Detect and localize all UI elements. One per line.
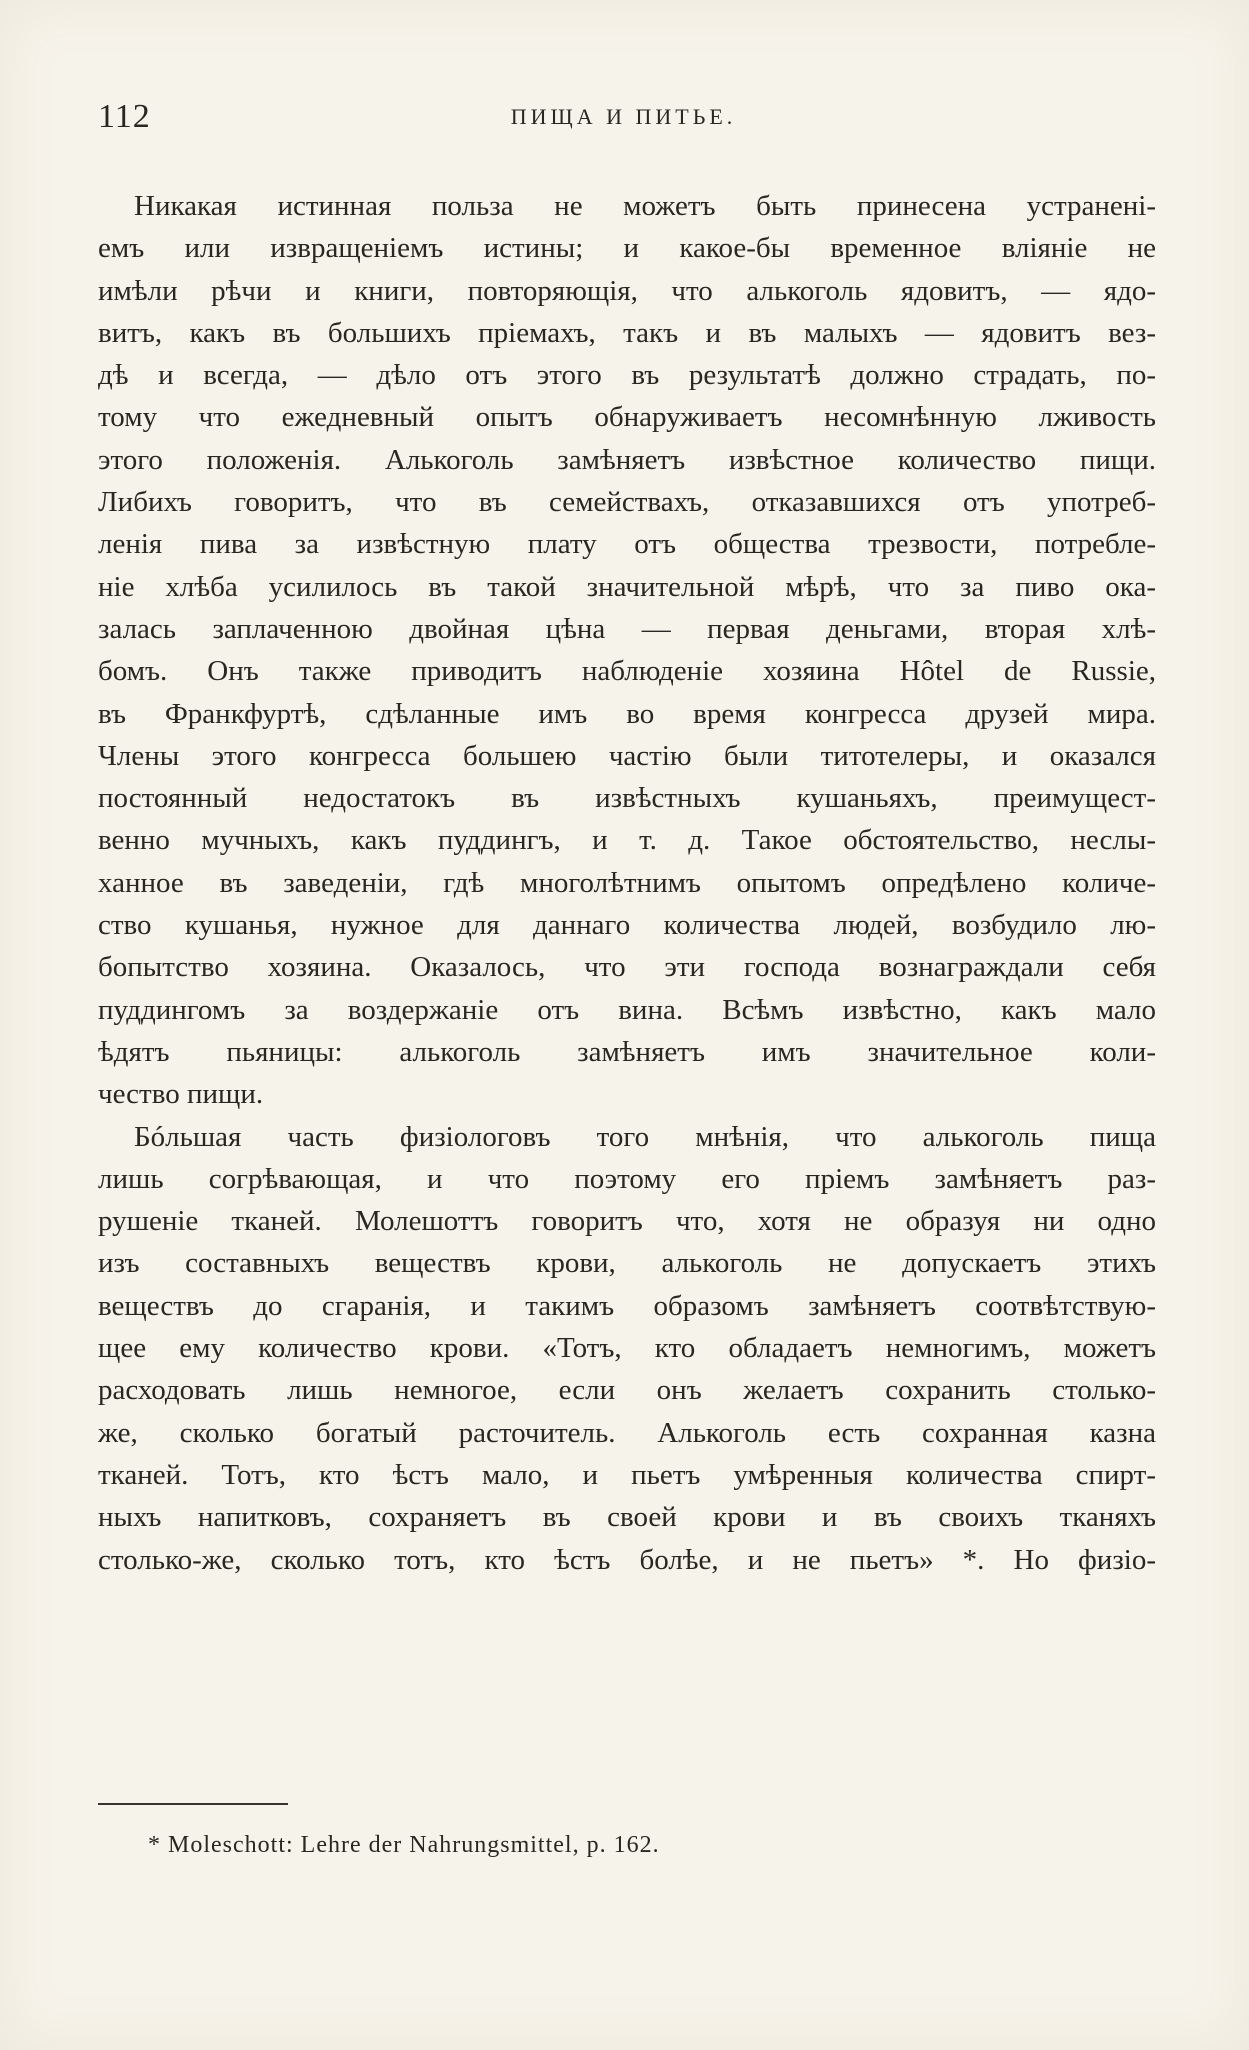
- footnote-divider: [98, 1803, 288, 1805]
- text-line: веществъ до сгаранiя, и такимъ образомъ замѣняетъ соотвѣтствую-: [98, 1289, 1156, 1322]
- running-title: ПИЩА И ПИТЬЕ.: [510, 104, 737, 129]
- text-line: ство кушанья, нужное для даннаго количества людей, возбудило лю-: [98, 909, 1156, 942]
- text-line: столько-же, сколько тотъ, кто ѣстъ болѣе, и не пьетъ» *. Но физiо-: [98, 1543, 1156, 1576]
- text-line: ханное въ заведенiи, гдѣ многолѣтнимъ опытомъ опредѣлено количе-: [98, 866, 1156, 899]
- text-line: тканей. Тотъ, кто ѣстъ мало, и пьетъ умѣренныя количества спирт-: [98, 1458, 1156, 1491]
- body-text: [98, 185, 1156, 1581]
- text-line: тому что ежедневный опытъ обнаруживаетъ несомнѣнную лживость: [98, 401, 1156, 434]
- footnote: * Moleschott: Lehre der Nahrungsmittel, p. 162.: [148, 1832, 660, 1858]
- text-line: Члены этого конгресса большею частiю были титотелеры, и оказался: [98, 739, 1156, 772]
- page-header: [98, 98, 1149, 138]
- text-line: дѣ и всегда, — дѣло отъ этого въ результатѣ должно страдать, по-: [98, 359, 1156, 392]
- text-line: щее ему количество крови. «Тотъ, кто обладаетъ немногимъ, можетъ: [98, 1332, 1156, 1365]
- text-line: пуддингомъ за воздержанiе отъ вина. Всѣмъ извѣстно, какъ мало: [98, 993, 1156, 1026]
- text-line: рушенiе тканей. Молешоттъ говоритъ что, хотя не образуя ни одно: [98, 1205, 1156, 1238]
- text-line: постоянный недостатокъ въ извѣстныхъ кушаньяхъ, преимущест-: [98, 782, 1156, 815]
- text-line: изъ составныхъ веществъ крови, алькоголь не допускаетъ этихъ: [98, 1247, 1156, 1280]
- text-line: витъ, какъ въ большихъ прiемахъ, такъ и въ малыхъ — ядовитъ вез-: [98, 316, 1156, 349]
- text-line: бомъ. Онъ также приводитъ наблюденiе хозяина Hôtel de Russie,: [98, 655, 1156, 688]
- text-line: ныхъ напитковъ, сохраняетъ въ своей крови и въ своихъ тканяхъ: [98, 1501, 1156, 1534]
- text-line: ѣдятъ пьяницы: алькоголь замѣняетъ имъ значительное коли-: [98, 1035, 1156, 1068]
- text-line: въ Франкфуртѣ, сдѣланные имъ во время конгресса друзей мира.: [98, 697, 1156, 730]
- text-line: же, сколько богатый расточитель. Алькоголь есть сохранная казна: [98, 1416, 1156, 1449]
- text-line: емъ или извращенiемъ истины; и какое-бы временное влiянiе не: [98, 232, 1156, 265]
- paragraph-2: [98, 1116, 1156, 1581]
- text-line: расходовать лишь немногое, если онъ желаетъ сохранить столько-: [98, 1374, 1156, 1407]
- text-line: лишь согрѣвающая, и что поэтому его прiемъ замѣняетъ раз-: [98, 1162, 1156, 1195]
- text-line: чество пищи.: [98, 1078, 264, 1111]
- text-line: Либихъ говоритъ, что въ семействахъ, отказавшихся отъ употреб-: [98, 486, 1156, 519]
- text-line: венно мучныхъ, какъ пуддингъ, и т. д. Такое обстоятельство, неслы-: [98, 824, 1156, 857]
- text-line: имѣли рѣчи и книги, повторяющiя, что алькоголь ядовитъ, — ядо-: [98, 274, 1156, 307]
- page-number: 112: [98, 98, 151, 135]
- text-line: нiе хлѣба усилилось въ такой значительной мѣрѣ, что за пиво ока-: [98, 570, 1156, 603]
- text-line: ленiя пива за извѣстную плату отъ общества трезвости, потребле-: [98, 528, 1156, 561]
- text-line: Бóльшая часть физiологовъ того мнѣнiя, что алькоголь пища: [134, 1120, 1156, 1153]
- text-line: бопытство хозяина. Оказалось, что эти господа вознаграждали себя: [98, 951, 1156, 984]
- text-line: залась заплаченною двойная цѣна — первая деньгами, вторая хлѣ-: [98, 612, 1156, 645]
- text-line: этого положенiя. Алькоголь замѣняетъ извѣстное количество пищи.: [98, 443, 1156, 476]
- paragraph-1: [98, 185, 1156, 1116]
- text-line: Никакая истинная польза не можетъ быть принесена устраненi-: [134, 190, 1156, 222]
